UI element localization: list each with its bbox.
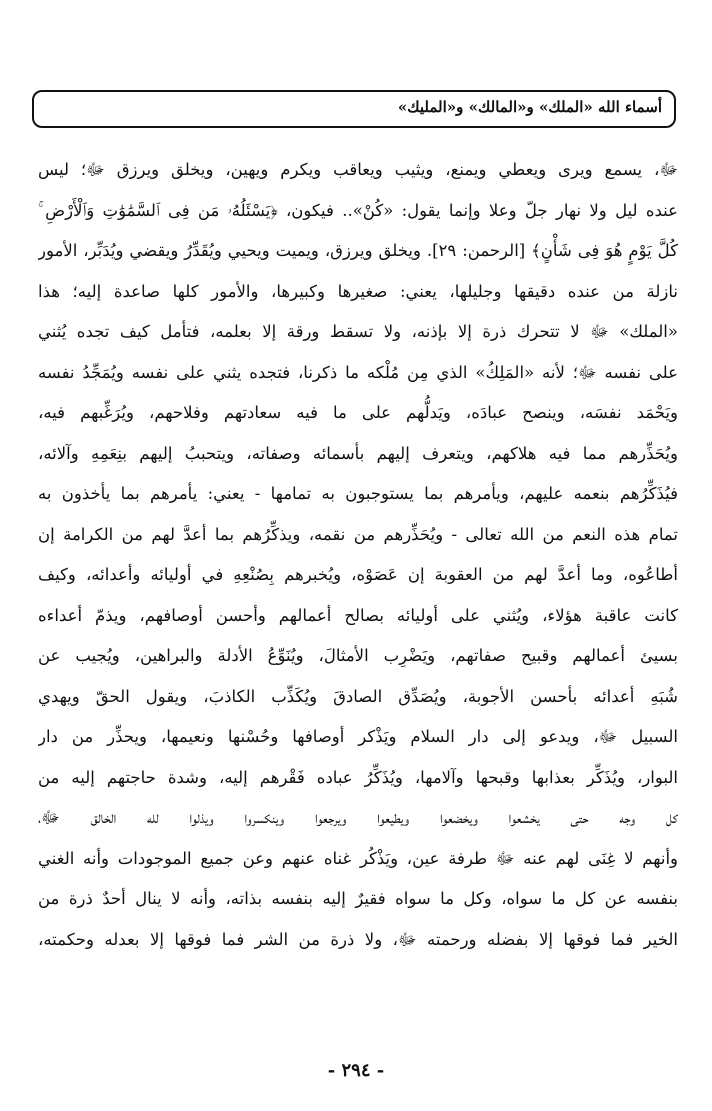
running-header [32, 90, 676, 128]
text-line: بسيئ أعمالهم وقبيح صفاتهم، ويَضْرِب الأمثالَ، ويُنَوِّعُ الأدلة والبراهين، ويُجيب عن [38, 646, 678, 665]
text-line: ويَحْمَد نفسَه، وينصح عبادَه، ويَدلُّهم على ما فيه سعادتهم وفلاحهم، ويُرَغِّبهم فيه، [38, 403, 678, 422]
text-line: فيُذَكِّرُهم بنعمه عليهم، ويأمرهم بما يستوجبون به تمامها - يعني: يأمرهم بما يأخذون به [38, 484, 678, 503]
text-line: على نفسه ﷻ؛ لأنه «المَلِكُ» الذي مِن مُلْكه ما ذكرنا، فتجده يثني على نفسه ويُمَجِّدُ نفسه [38, 362, 678, 382]
text-line: كل وجه حتى يخشعوا ويخضعوا ويطيعوا ويرجعوا وينكسروا ويذلوا لله الخالق ﷻ، [38, 808, 678, 827]
text-line: البوار، ويُذَكِّر بعذابها وقبحها وآلامها، ويُذَكِّرُ عباده فَقْرهم إليه، وشدة حاجتهم إليه من [38, 767, 678, 787]
body-text [38, 150, 678, 960]
text-line: عنده ليل ولا نهار جلّ وعلا وإنما يقول: «كُنْ».. فيكون، ﴿يَسْئَلُهُۥ مَن فِى ٱلسَّمَٰوَٰتِ وَٱلْأَرْضِ ۚ [38, 200, 678, 220]
text-line: أطاعُوه، وما أعدَّ لهم من العقوبة إن عَصَوْه، ويُخبرهم بِصُنْعِهِ في أوليائه وأعدائه، وكيف [38, 565, 678, 584]
text-line: ﷻ، يسمع ويرى ويعطي ويمنع، ويثيب ويعاقب ويكرم ويهين، ويخلق ويرزق ﷻ؛ ليس [38, 160, 678, 179]
text-line: ويُحَذِّرهم مما فيه هلاكهم، ويتعرف إليهم بأسمائه وصفاته، ويتحببُ إليهم بنِعَمِهِ وآلائه، [38, 443, 678, 463]
text-line: الخير فما فوقها إلا بفضله ورحمته ﷻ، ولا ذرة من الشر فما فوقها إلا بعدله وحكمته، [38, 929, 678, 949]
text-line: كانت عاقبة هؤلاء، ويُثني على أوليائه بصالح أعمالهم وأحسن أوصافهم، ويذمّ أعداءه [38, 605, 678, 625]
text-line: «الملك» ﷻ لا تتحرك ذرة إلا بإذنه، ولا تسقط ورقة إلا بعلمه، فتأمل كيف تجده يُثني [38, 322, 678, 341]
text-line: تمام هذه النعم من الله تعالى - ويُحَذِّرهم من نقمه، ويذكِّرُهم بما أعدَّ لهم من الكرامة إن [38, 524, 678, 544]
text-line: شُبَهِ أعدائه بأحسن الأجوبة، ويُصَدِّق الصادقَ ويُكَذِّب الكاذبَ، ويقول الحقّ ويهدي [38, 686, 678, 706]
text-line: بنفسه عن كل ما سواه، وكل ما سواه فقيرٌ إليه بنفسه بذاته، وأنه لا ينال أحدٌ ذرة من [38, 889, 678, 908]
text-line: وأنهم لا غِنَى لهم عنه ﷻ طرفة عين، ويَذْكُر غناه عنهم وعن جميع الموجودات وأنه الغني [38, 848, 678, 868]
text-line: كُلَّ يَوْمٍ هُوَ فِى شَأْنٍ﴾ [الرحمن: ٢٩]. ويخلق ويرزق، ويميت ويحيي ويُقَدِّرُ ويقضي ويُدَبِّر، الأمور [38, 241, 678, 260]
text-line: نازلة من عنده دقيقها وجليلها، يعني: صغيرها وكبيرها، والأمور كلها صاعدة إليه؛ هذا [38, 281, 678, 301]
text-line: السبيل ﷻ، ويدعو إلى دار السلام ويَذْكر أوصافها وحُسْنها ونعيمها، ويحذِّر من دار [38, 727, 678, 746]
header-title: أسماء الله «الملك» و«المالك» و«المليك» [397, 98, 662, 116]
page-number: - ٢٩٤ - [327, 1060, 385, 1081]
